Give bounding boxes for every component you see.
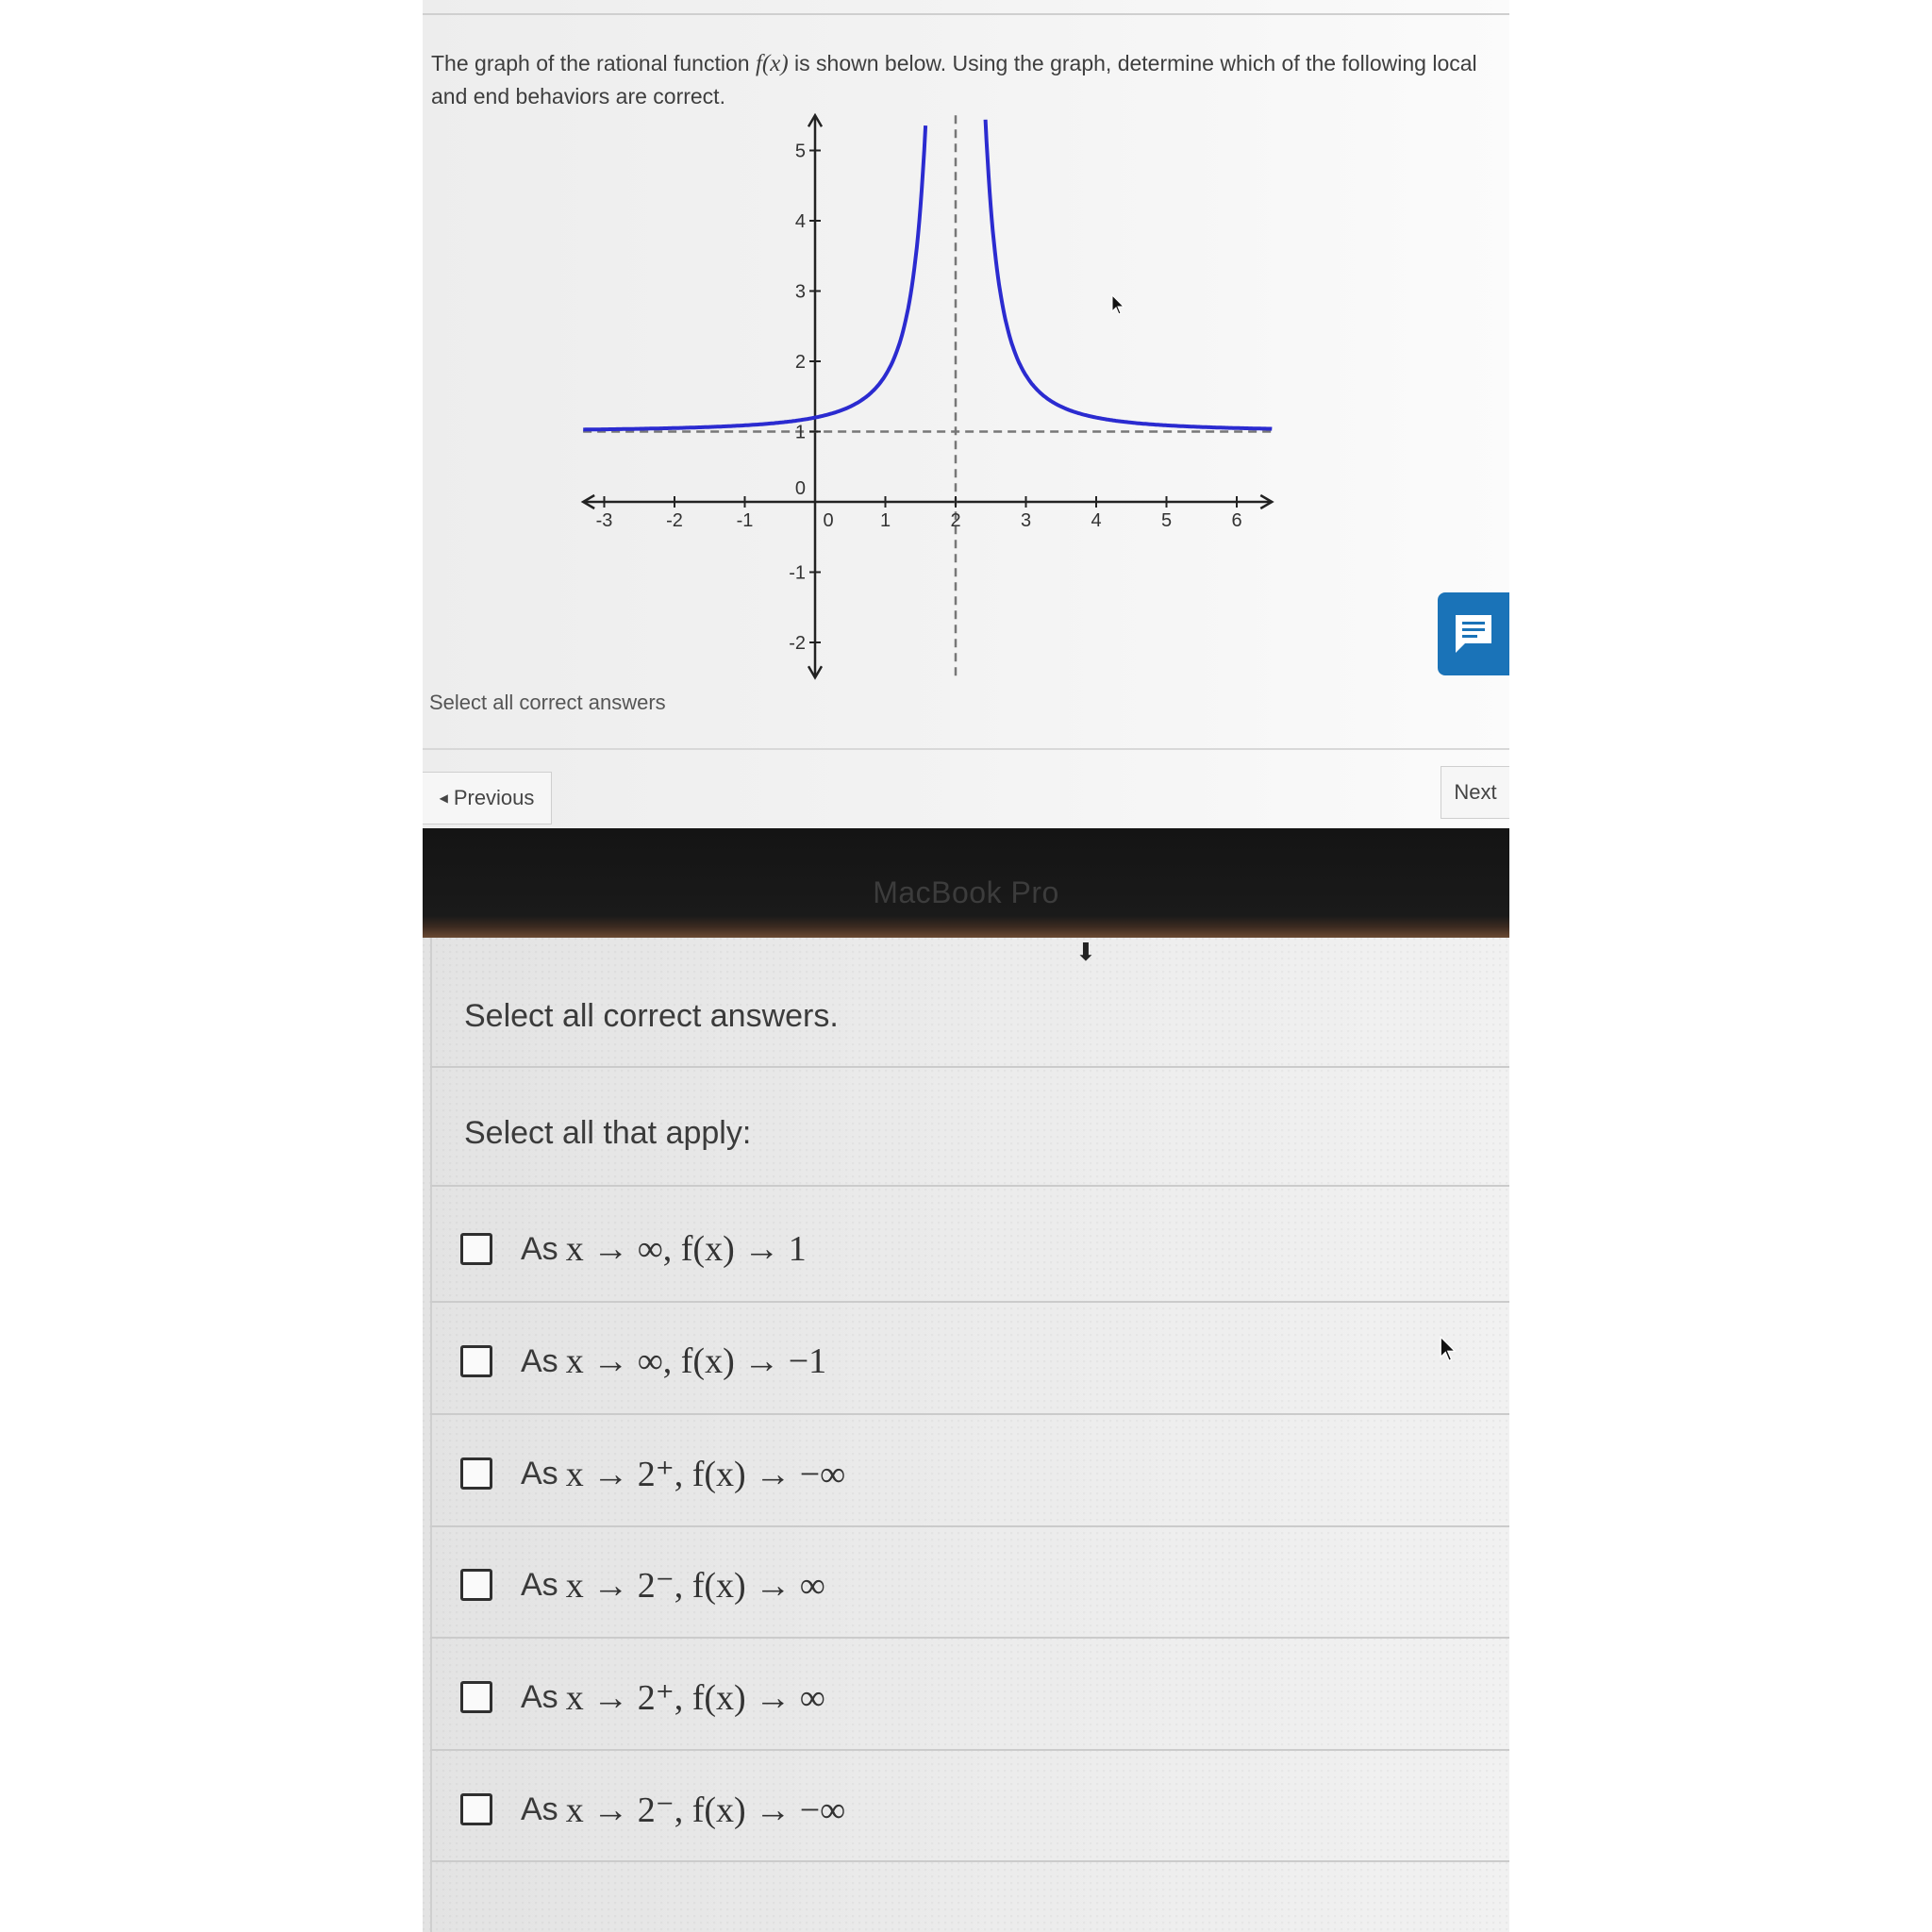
select-all-correct-text: Select all correct answers.	[464, 998, 839, 1034]
y-tick-label: 5	[794, 141, 806, 162]
checkbox[interactable]	[460, 1233, 492, 1265]
checkbox[interactable]	[460, 1793, 492, 1825]
checkbox[interactable]	[460, 1457, 492, 1490]
x-tick-label: 2	[950, 510, 961, 531]
divider	[430, 938, 432, 1932]
bezel-label: MacBook Pro	[873, 875, 1059, 909]
option-label: As	[521, 1566, 558, 1603]
select-all-apply-text: Select all that apply:	[464, 1115, 752, 1151]
arrow-down-icon: ⬇	[1075, 938, 1096, 966]
mouse-cursor-icon	[1440, 1336, 1458, 1364]
answer-option[interactable]	[460, 1669, 1309, 1725]
option-math: x → ∞, f(x) → −1	[565, 1341, 827, 1381]
divider	[430, 1637, 1509, 1639]
question-text-after: is shown below. Using the graph, determine which of the following local and end behaviors are correct.	[431, 51, 1477, 108]
y-tick-label: 4	[794, 211, 806, 232]
question-text-before: The graph of the rational function	[431, 51, 756, 75]
option-label: As	[521, 1342, 558, 1379]
rational-function-graph	[595, 104, 1309, 689]
answer-option[interactable]	[460, 1333, 1309, 1390]
y-tick-label: 2	[794, 352, 806, 373]
divider	[423, 748, 1509, 750]
answer-option[interactable]	[460, 1781, 1309, 1838]
laptop-bezel	[423, 828, 1509, 938]
checkbox[interactable]	[460, 1569, 492, 1601]
checkbox[interactable]	[460, 1681, 492, 1713]
option-label: As	[521, 1455, 558, 1491]
y-tick-label: 3	[794, 281, 806, 303]
y-tick-label: 0	[794, 478, 806, 499]
mouse-cursor-icon	[1111, 294, 1126, 317]
y-tick-label: 1	[794, 422, 806, 443]
screen-top	[423, 0, 1509, 828]
divider	[430, 1185, 1509, 1187]
question-text	[431, 47, 1507, 112]
cut-off-instruction: Select all correct answers	[429, 691, 666, 714]
divider	[430, 1413, 1509, 1415]
x-tick-label: 0	[823, 510, 834, 531]
option-label: As	[521, 1678, 558, 1715]
x-tick-label: 6	[1231, 510, 1242, 531]
option-math: x → 2⁺, f(x) → ∞	[565, 1677, 825, 1718]
next-label: Next	[1454, 780, 1497, 804]
option-math: x → ∞, f(x) → 1	[565, 1229, 807, 1269]
option-label: As	[521, 1790, 558, 1827]
previous-button[interactable]	[423, 772, 552, 824]
chat-button[interactable]	[1438, 592, 1509, 675]
answer-option[interactable]	[460, 1445, 1309, 1502]
function-curve	[583, 125, 925, 429]
answer-panel	[423, 938, 1509, 1932]
answer-option[interactable]	[460, 1557, 1309, 1613]
function-curve	[986, 120, 1273, 429]
divider	[423, 13, 1509, 15]
divider	[430, 1749, 1509, 1751]
divider	[430, 1860, 1509, 1862]
option-math: x → 2⁺, f(x) → −∞	[565, 1454, 846, 1494]
x-tick-label: -3	[595, 510, 613, 531]
option-math: x → 2⁻, f(x) → −∞	[565, 1790, 846, 1830]
divider	[430, 1301, 1509, 1303]
x-tick-label: 5	[1160, 510, 1173, 531]
next-button[interactable]	[1441, 766, 1509, 819]
x-tick-label: -2	[666, 510, 683, 531]
previous-label: Previous	[453, 786, 535, 809]
divider	[430, 1525, 1509, 1527]
option-math: x → 2⁻, f(x) → ∞	[565, 1565, 825, 1606]
y-tick-label: -2	[789, 633, 806, 654]
function-name: f(x)	[755, 51, 789, 76]
x-tick-label: -1	[736, 510, 754, 531]
x-tick-label: 1	[879, 510, 891, 531]
answer-option[interactable]	[460, 1221, 1309, 1277]
y-tick-label: -1	[789, 562, 806, 584]
checkbox[interactable]	[460, 1345, 492, 1377]
x-tick-label: 3	[1020, 510, 1032, 531]
divider	[430, 1066, 1509, 1068]
chat-icon	[1452, 611, 1495, 657]
x-tick-label: 4	[1091, 510, 1102, 531]
chevron-left-icon: ◀	[439, 791, 448, 805]
option-label: As	[521, 1230, 558, 1267]
